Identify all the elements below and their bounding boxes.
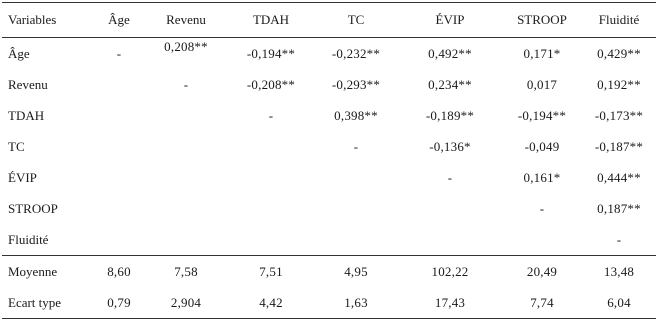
table-cell: - xyxy=(183,76,189,92)
table-cell: 13,48 xyxy=(582,256,656,288)
table-cell: -0,049 xyxy=(524,138,560,154)
table-cell: -0,187** xyxy=(594,138,644,154)
header-tc: TC xyxy=(314,3,398,38)
header-age: Âge xyxy=(94,3,144,38)
table-cell xyxy=(228,193,314,224)
table-cell: 4,42 xyxy=(228,287,314,319)
table-cell xyxy=(398,193,502,224)
table-cell: - xyxy=(447,169,453,185)
table-cell: 7,58 xyxy=(144,256,228,288)
table-cell: -0,194** xyxy=(246,45,296,61)
table-cell xyxy=(94,193,144,224)
table-cell xyxy=(314,162,398,193)
table-cell xyxy=(228,224,314,256)
table-cell: 7,74 xyxy=(502,287,582,319)
table-cell: 0,017 xyxy=(526,76,558,92)
table-row xyxy=(2,193,656,224)
table-cell: 0,398** xyxy=(334,107,378,123)
table-row xyxy=(2,100,656,131)
table-cell xyxy=(94,100,144,131)
table-cell xyxy=(144,193,228,224)
table-cell: 0,492** xyxy=(428,45,472,61)
table-cell: -0,194** xyxy=(517,107,567,123)
row-label-ecart-type: Ecart type xyxy=(2,287,94,319)
table-cell: 20,49 xyxy=(502,256,582,288)
summary-row-mean xyxy=(2,256,656,288)
row-label-tc: TC xyxy=(8,138,25,154)
table-cell: -0,232** xyxy=(331,45,381,61)
table-cell xyxy=(314,193,398,224)
table-cell: -0,173** xyxy=(594,107,644,123)
table-cell xyxy=(398,224,502,256)
table-cell: 17,43 xyxy=(398,287,502,319)
header-stroop: STROOP xyxy=(502,3,582,38)
table-cell xyxy=(94,131,144,162)
table-cell: 1,63 xyxy=(314,287,398,319)
table-cell: 6,04 xyxy=(582,287,656,319)
table-cell: 2,904 xyxy=(144,287,228,319)
table-cell xyxy=(144,38,228,70)
table-cell: 7,51 xyxy=(228,256,314,288)
table-cell xyxy=(228,162,314,193)
row-label-moyenne: Moyenne xyxy=(2,256,94,288)
table-row xyxy=(2,224,656,256)
table-cell: 0,234** xyxy=(428,76,472,92)
table-cell: - xyxy=(539,200,545,216)
table-cell xyxy=(144,100,228,131)
table-cell: -0,293** xyxy=(331,76,381,92)
table-cell: - xyxy=(268,107,274,123)
table-cell: -0,208** xyxy=(246,76,296,92)
table-cell: 8,60 xyxy=(94,256,144,288)
table-cell-value: 0,208** xyxy=(164,38,208,54)
table-cell xyxy=(228,131,314,162)
row-label-evip: ÉVIP xyxy=(8,169,37,185)
summary-row-sd xyxy=(2,287,656,319)
table-cell: 0,171* xyxy=(523,45,561,61)
table-cell: -0,136* xyxy=(429,138,471,154)
table-cell xyxy=(502,224,582,256)
table-row xyxy=(2,38,656,70)
table-cell: 4,95 xyxy=(314,256,398,288)
table-cell: 0,444** xyxy=(597,169,641,185)
row-label-tdah: TDAH xyxy=(8,107,45,123)
table-cell xyxy=(94,69,144,100)
correlation-table xyxy=(2,2,656,319)
header-evip: ÉVIP xyxy=(398,3,502,38)
table-row xyxy=(2,131,656,162)
table-cell xyxy=(144,131,228,162)
header-row xyxy=(2,3,656,38)
table-cell xyxy=(94,224,144,256)
row-label-fluidite: Fluidité xyxy=(8,231,49,247)
table-cell: 0,79 xyxy=(94,287,144,319)
table-cell xyxy=(94,162,144,193)
table-cell xyxy=(144,224,228,256)
header-revenu: Revenu xyxy=(144,3,228,38)
header-fluidite: Fluidité xyxy=(582,3,656,38)
row-label-age: Âge xyxy=(8,45,30,61)
table-cell: 0,161* xyxy=(523,169,561,185)
header-variables: Variables xyxy=(2,3,94,38)
table-cell: -0,189** xyxy=(425,107,475,123)
header-tdah: TDAH xyxy=(228,3,314,38)
table-row xyxy=(2,162,656,193)
table-cell: - xyxy=(616,231,622,247)
table-cell: 0,187** xyxy=(597,200,641,216)
table-cell: 0,429** xyxy=(597,45,641,61)
row-label-revenu: Revenu xyxy=(8,76,48,92)
table-row xyxy=(2,69,656,100)
table-cell xyxy=(314,224,398,256)
table-cell xyxy=(144,162,228,193)
table-cell: - xyxy=(353,138,359,154)
table-cell: - xyxy=(116,45,122,61)
row-label-stroop: STROOP xyxy=(8,200,58,216)
table-cell: 0,192** xyxy=(597,76,641,92)
table-cell: 102,22 xyxy=(398,256,502,288)
